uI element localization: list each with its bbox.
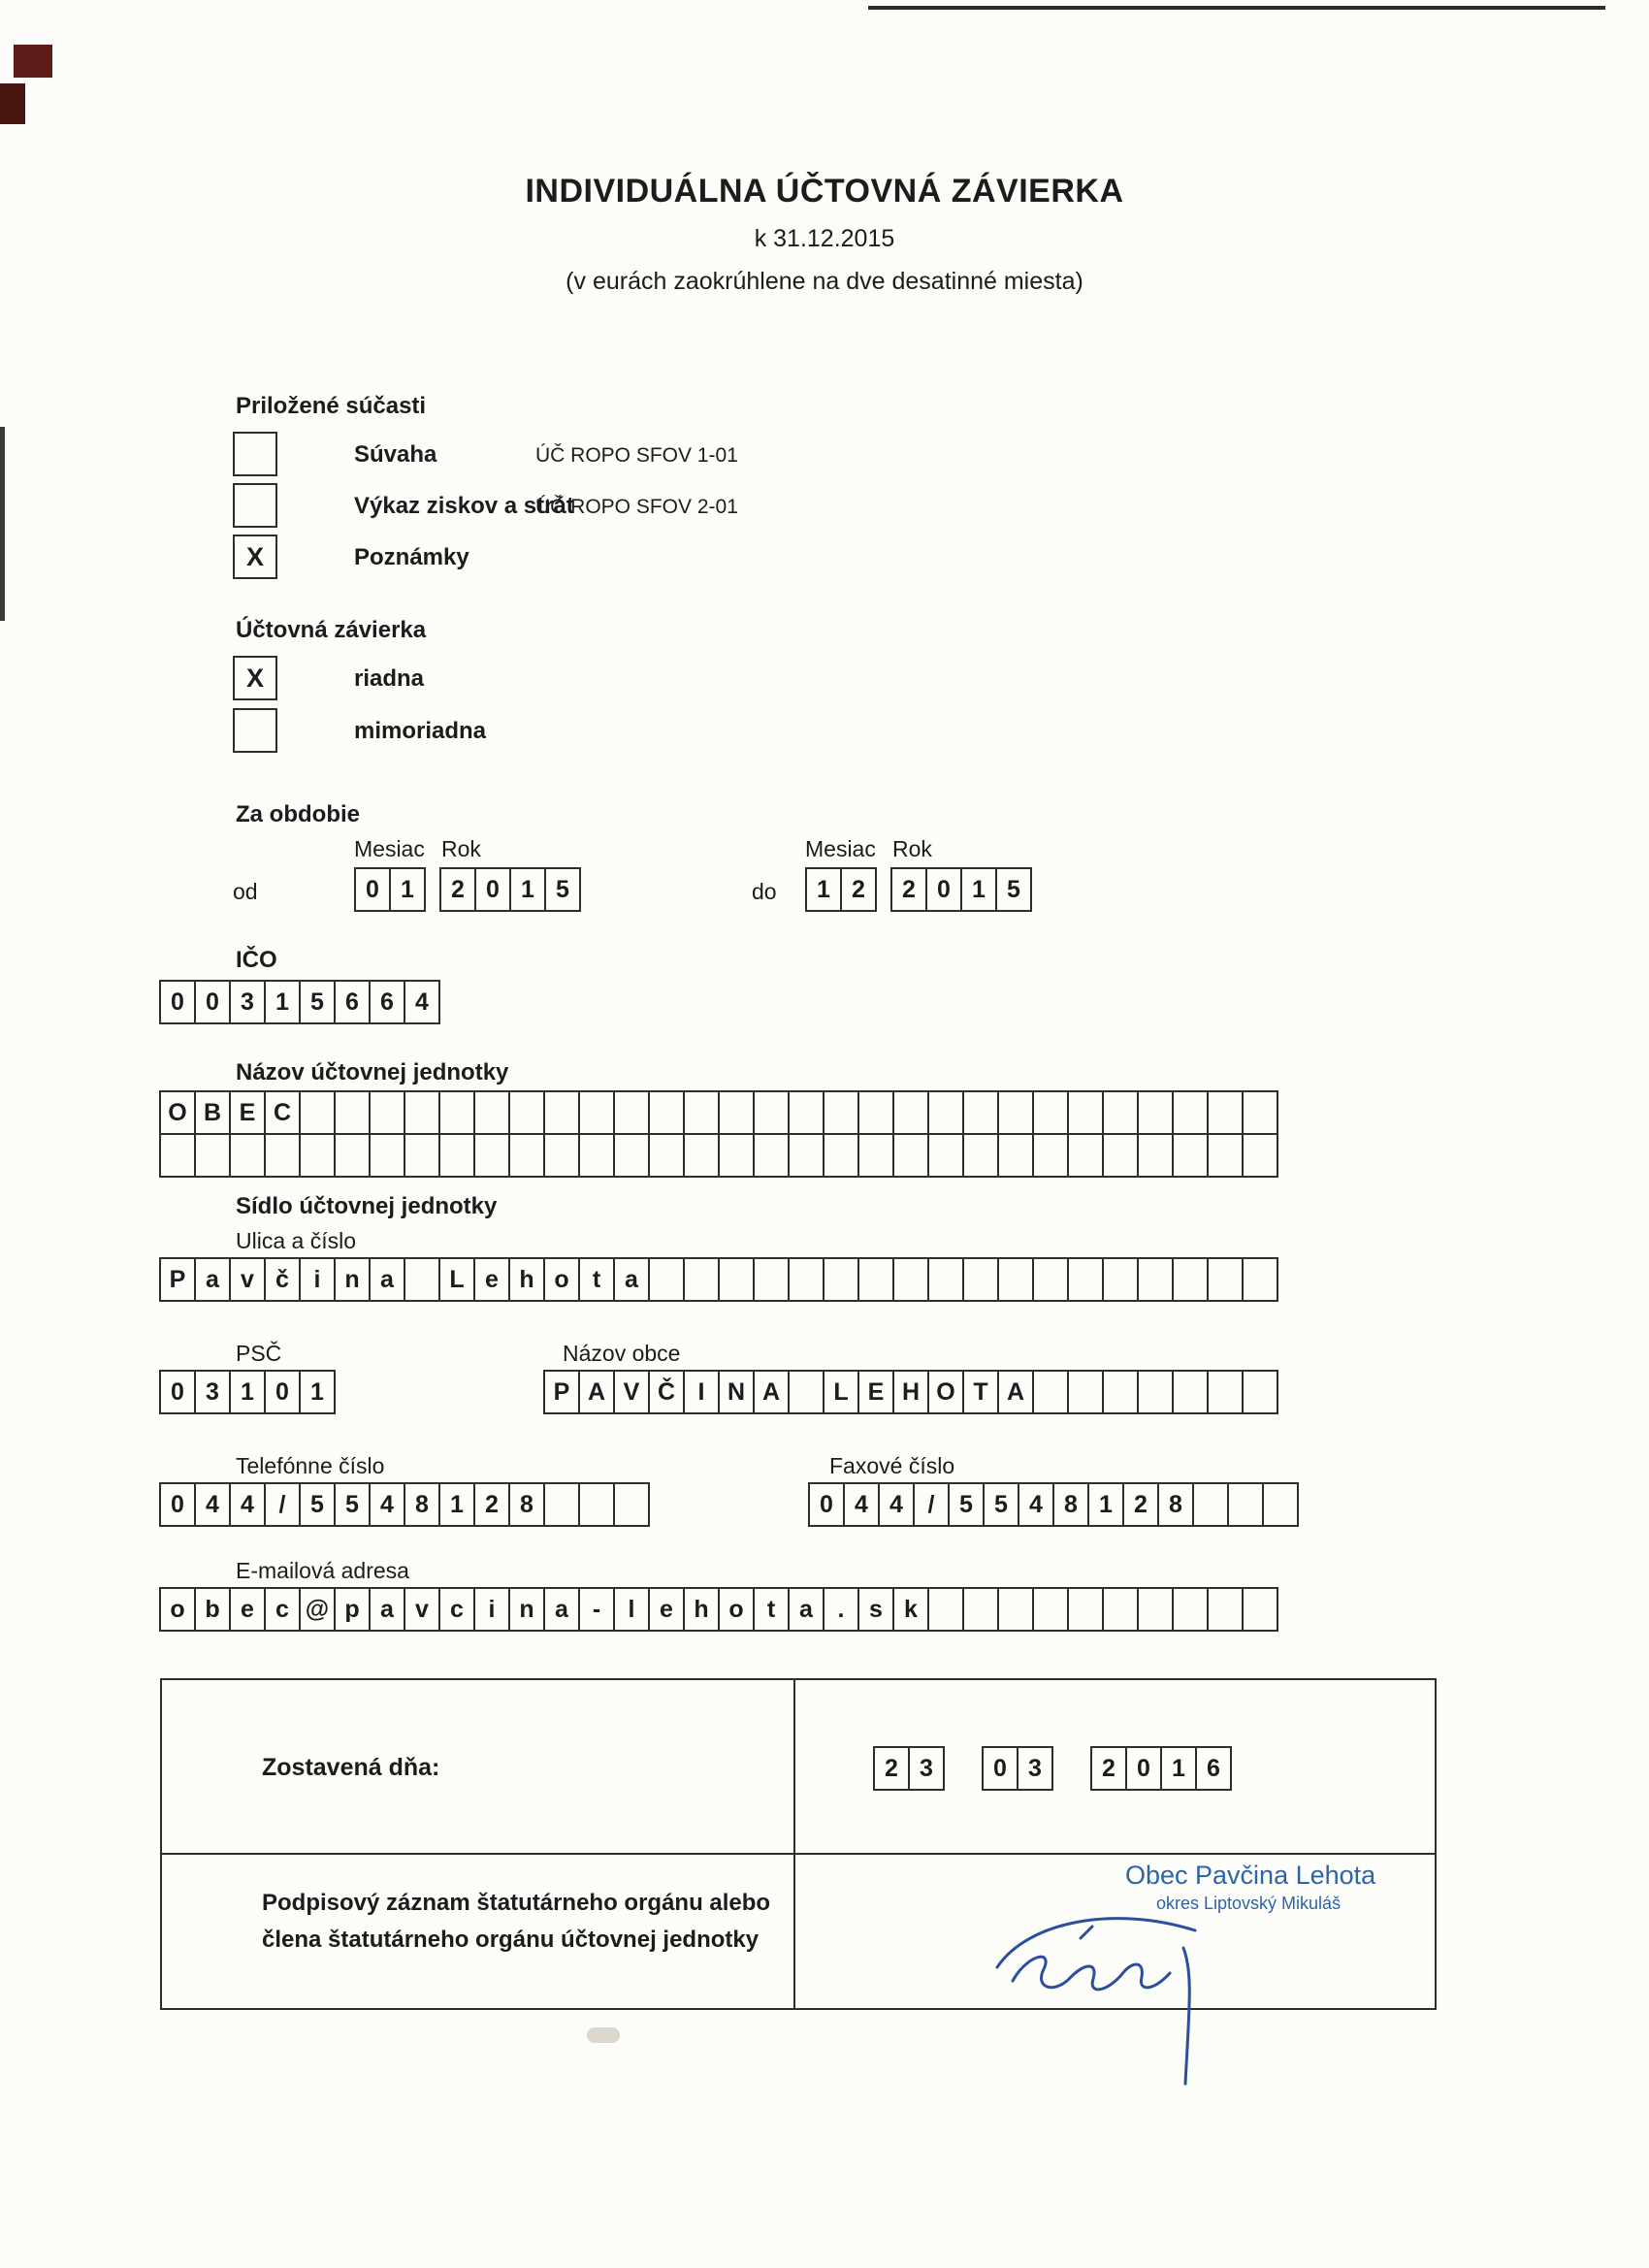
char-cell [194, 1133, 231, 1178]
char-cell [962, 1090, 999, 1135]
char-cell [1172, 1370, 1209, 1414]
phone-grid [159, 1482, 650, 1527]
char-cell [1102, 1587, 1139, 1632]
char-cell: 3 [1017, 1746, 1053, 1791]
char-cell [1172, 1090, 1209, 1135]
char-cell [438, 1133, 475, 1178]
signature-table-vertical-divider [793, 1678, 795, 2010]
char-cell [1207, 1587, 1244, 1632]
entity-name-grid-row1 [159, 1090, 1278, 1135]
char-cell: 0 [982, 1746, 1018, 1791]
char-cell: L [823, 1370, 859, 1414]
char-cell: o [718, 1587, 755, 1632]
char-cell [543, 1090, 580, 1135]
char-cell [1242, 1133, 1278, 1178]
char-cell: 5 [544, 867, 581, 912]
char-cell [788, 1090, 824, 1135]
char-cell [264, 1133, 301, 1178]
char-cell: 5 [334, 1482, 371, 1527]
char-cell [1207, 1090, 1244, 1135]
char-cell [229, 1133, 266, 1178]
char-cell [1242, 1370, 1278, 1414]
char-cell: P [159, 1257, 196, 1302]
char-cell: P [543, 1370, 580, 1414]
char-cell: 8 [404, 1482, 440, 1527]
char-cell [1032, 1370, 1069, 1414]
char-cell: t [578, 1257, 615, 1302]
char-cell: a [194, 1257, 231, 1302]
vykaz-code: ÚČ ROPO SFOV 2-01 [535, 496, 738, 518]
char-cell: i [299, 1257, 336, 1302]
char-cell: 0 [159, 980, 196, 1024]
char-cell: 8 [1157, 1482, 1194, 1527]
vykaz-checkbox [233, 483, 277, 528]
char-cell [997, 1133, 1034, 1178]
char-cell: E [229, 1090, 266, 1135]
char-cell: k [892, 1587, 929, 1632]
char-cell: b [194, 1587, 231, 1632]
poznamky-label: Poznámky [354, 544, 469, 570]
char-cell: V [613, 1370, 650, 1414]
char-cell [683, 1090, 720, 1135]
char-cell: p [334, 1587, 371, 1632]
char-cell [1032, 1587, 1069, 1632]
char-cell [823, 1133, 859, 1178]
entity-name-label: Názov účtovnej jednotky [236, 1059, 509, 1085]
fax-label: Faxové číslo [829, 1453, 955, 1478]
char-cell [299, 1090, 336, 1135]
char-cell [1102, 1257, 1139, 1302]
period-from-year-grid [439, 867, 581, 912]
char-cell [299, 1133, 336, 1178]
char-cell [1137, 1090, 1174, 1135]
char-cell: v [229, 1257, 266, 1302]
char-cell: 2 [473, 1482, 510, 1527]
char-cell: 2 [890, 867, 927, 912]
char-cell: L [438, 1257, 475, 1302]
char-cell: 0 [808, 1482, 845, 1527]
signature-stroke [997, 1919, 1195, 2084]
compiled-date-year-grid [1090, 1746, 1232, 1791]
char-cell: o [543, 1257, 580, 1302]
email-label: E-mailová adresa [236, 1558, 409, 1583]
char-cell [473, 1090, 510, 1135]
char-cell: 1 [438, 1482, 475, 1527]
zip-label: PSČ [236, 1341, 282, 1366]
char-cell [1067, 1133, 1104, 1178]
char-cell [1102, 1090, 1139, 1135]
char-cell: 2 [439, 867, 476, 912]
address-heading: Sídlo účtovnej jednotky [236, 1193, 498, 1219]
char-cell [927, 1257, 964, 1302]
char-cell: a [543, 1587, 580, 1632]
char-cell: 0 [354, 867, 391, 912]
handwritten-signature [980, 1892, 1300, 2090]
char-cell [997, 1587, 1034, 1632]
char-cell: v [404, 1587, 440, 1632]
char-cell [997, 1090, 1034, 1135]
period-heading: Za obdobie [236, 801, 360, 827]
char-cell: h [508, 1257, 545, 1302]
period-to-year-grid [890, 867, 1032, 912]
char-cell [753, 1133, 790, 1178]
char-cell: 5 [299, 1482, 336, 1527]
char-cell [578, 1482, 615, 1527]
riadna-checkbox: X [233, 656, 277, 700]
char-cell [1137, 1133, 1174, 1178]
char-cell [438, 1090, 475, 1135]
from-year-label: Rok [441, 836, 481, 861]
char-cell: l [613, 1587, 650, 1632]
char-cell: 2 [840, 867, 877, 912]
char-cell: A [578, 1370, 615, 1414]
char-cell [508, 1133, 545, 1178]
from-month-label: Mesiac [354, 836, 425, 861]
form-note-line: (v eurách zaokrúhlene na dve desatinné miesta) [566, 268, 1083, 295]
char-cell [1137, 1587, 1174, 1632]
char-cell: 5 [995, 867, 1032, 912]
char-cell: 1 [389, 867, 426, 912]
char-cell [1172, 1587, 1209, 1632]
char-cell: 8 [1052, 1482, 1089, 1527]
riadna-label: riadna [354, 665, 425, 692]
char-cell [1067, 1090, 1104, 1135]
char-cell [1102, 1370, 1139, 1414]
city-label: Názov obce [563, 1341, 681, 1366]
char-cell: I [683, 1370, 720, 1414]
char-cell [1262, 1482, 1299, 1527]
char-cell: 4 [1018, 1482, 1054, 1527]
char-cell: 3 [908, 1746, 945, 1791]
char-cell: 1 [299, 1370, 336, 1414]
char-cell [1067, 1370, 1104, 1414]
char-cell [1242, 1587, 1278, 1632]
scan-artifact-blob [14, 45, 52, 78]
char-cell: A [753, 1370, 790, 1414]
char-cell: 5 [299, 980, 336, 1024]
char-cell: 0 [925, 867, 962, 912]
char-cell: 2 [873, 1746, 910, 1791]
char-cell: T [962, 1370, 999, 1414]
period-from-label: od [233, 879, 258, 904]
char-cell: 1 [229, 1370, 266, 1414]
char-cell: 8 [508, 1482, 545, 1527]
char-cell [1242, 1090, 1278, 1135]
stamp-district-name: okres Liptovský Mikuláš [1156, 1894, 1342, 1913]
char-cell: N [718, 1370, 755, 1414]
char-cell [857, 1133, 894, 1178]
char-cell: 0 [194, 980, 231, 1024]
char-cell: E [857, 1370, 894, 1414]
char-cell: t [753, 1587, 790, 1632]
signature-label-line2: člena štatutárneho orgánu účtovnej jednotky [262, 1927, 760, 1953]
char-cell [543, 1133, 580, 1178]
char-cell: Č [648, 1370, 685, 1414]
char-cell: 1 [1087, 1482, 1124, 1527]
char-cell: h [683, 1587, 720, 1632]
period-from-month-grid [354, 867, 426, 912]
char-cell: a [788, 1587, 824, 1632]
compiled-date-day-grid [873, 1746, 945, 1791]
char-cell [927, 1133, 964, 1178]
char-cell: 0 [474, 867, 511, 912]
char-cell: 5 [948, 1482, 985, 1527]
char-cell: a [613, 1257, 650, 1302]
mimoriadna-checkbox [233, 708, 277, 753]
char-cell [1032, 1257, 1069, 1302]
char-cell: 1 [509, 867, 546, 912]
char-cell [334, 1133, 371, 1178]
char-cell [1172, 1257, 1209, 1302]
char-cell [508, 1090, 545, 1135]
char-cell: 6 [334, 980, 371, 1024]
form-title: INDIVIDUÁLNA ÚČTOVNÁ ZÁVIERKA [525, 173, 1124, 210]
char-cell [683, 1133, 720, 1178]
poznamky-checkbox: X [233, 535, 277, 579]
char-cell: a [369, 1257, 405, 1302]
char-cell: B [194, 1090, 231, 1135]
suvaha-label: Súvaha [354, 441, 437, 468]
to-year-label: Rok [892, 836, 932, 861]
char-cell [1067, 1587, 1104, 1632]
char-cell [892, 1257, 929, 1302]
attachments-heading: Priložené súčasti [236, 393, 427, 419]
char-cell: 2 [1090, 1746, 1127, 1791]
ico-grid [159, 980, 440, 1024]
signature-label-line1: Podpisový záznam štatutárneho orgánu alebo [262, 1890, 771, 1916]
char-cell: 1 [960, 867, 997, 912]
scan-artifact-edge-mark [0, 427, 5, 621]
char-cell: 0 [159, 1482, 196, 1527]
char-cell [1227, 1482, 1264, 1527]
char-cell [613, 1482, 650, 1527]
char-cell [334, 1090, 371, 1135]
zip-grid [159, 1370, 336, 1414]
suvaha-checkbox [233, 432, 277, 476]
char-cell: n [334, 1257, 371, 1302]
char-cell [1102, 1133, 1139, 1178]
char-cell [997, 1257, 1034, 1302]
closing-type-heading: Účtovná závierka [236, 617, 427, 643]
to-month-label: Mesiac [805, 836, 876, 861]
char-cell [159, 1133, 196, 1178]
char-cell: 0 [1125, 1746, 1162, 1791]
char-cell: 2 [1122, 1482, 1159, 1527]
char-cell [718, 1090, 755, 1135]
char-cell [718, 1257, 755, 1302]
period-to-month-grid [805, 867, 877, 912]
char-cell: C [264, 1090, 301, 1135]
char-cell: e [229, 1587, 266, 1632]
compiled-date-month-grid [982, 1746, 1053, 1791]
email-grid [159, 1587, 1278, 1632]
char-cell: 4 [878, 1482, 915, 1527]
char-cell [578, 1090, 615, 1135]
char-cell [369, 1090, 405, 1135]
suvaha-code: ÚČ ROPO SFOV 1-01 [535, 444, 738, 467]
char-cell: 4 [843, 1482, 880, 1527]
char-cell: c [438, 1587, 475, 1632]
char-cell [788, 1257, 824, 1302]
entity-name-grid-row2 [159, 1133, 1278, 1178]
char-cell: 6 [369, 980, 405, 1024]
char-cell [1242, 1257, 1278, 1302]
street-grid [159, 1257, 1278, 1302]
char-cell [927, 1090, 964, 1135]
signature-table-horizontal-divider [160, 1853, 1437, 1855]
char-cell [788, 1133, 824, 1178]
char-cell [962, 1587, 999, 1632]
char-cell: 1 [1160, 1746, 1197, 1791]
char-cell [1207, 1257, 1244, 1302]
char-cell: e [473, 1257, 510, 1302]
char-cell: O [159, 1090, 196, 1135]
period-to-label: do [752, 879, 777, 904]
char-cell [718, 1133, 755, 1178]
char-cell [648, 1090, 685, 1135]
compiled-date-label: Zostavená dňa: [262, 1754, 440, 1781]
char-cell [788, 1370, 824, 1414]
char-cell [1032, 1133, 1069, 1178]
char-cell [613, 1090, 650, 1135]
char-cell: c [264, 1587, 301, 1632]
char-cell: @ [299, 1587, 336, 1632]
char-cell: 4 [404, 980, 440, 1024]
char-cell [404, 1257, 440, 1302]
char-cell [1032, 1090, 1069, 1135]
char-cell [892, 1133, 929, 1178]
char-cell: / [264, 1482, 301, 1527]
scan-artifact-smudge [587, 2027, 620, 2043]
char-cell [857, 1090, 894, 1135]
char-cell: s [857, 1587, 894, 1632]
char-cell [404, 1133, 440, 1178]
char-cell: 6 [1195, 1746, 1232, 1791]
char-cell: 3 [194, 1370, 231, 1414]
char-cell [962, 1133, 999, 1178]
char-cell [1207, 1370, 1244, 1414]
char-cell [823, 1257, 859, 1302]
char-cell: 5 [983, 1482, 1019, 1527]
char-cell [823, 1090, 859, 1135]
char-cell [927, 1587, 964, 1632]
phone-label: Telefónne číslo [236, 1453, 385, 1478]
char-cell [648, 1133, 685, 1178]
char-cell [1137, 1370, 1174, 1414]
city-grid [543, 1370, 1278, 1414]
char-cell: A [997, 1370, 1034, 1414]
char-cell [1207, 1133, 1244, 1178]
char-cell [683, 1257, 720, 1302]
char-cell: 4 [229, 1482, 266, 1527]
char-cell [892, 1090, 929, 1135]
char-cell: n [508, 1587, 545, 1632]
char-cell [962, 1257, 999, 1302]
scan-artifact-top-line [868, 6, 1605, 10]
char-cell: / [913, 1482, 950, 1527]
char-cell [1067, 1257, 1104, 1302]
mimoriadna-label: mimoriadna [354, 718, 487, 744]
char-cell: 0 [264, 1370, 301, 1414]
char-cell: H [892, 1370, 929, 1414]
char-cell: č [264, 1257, 301, 1302]
char-cell [369, 1133, 405, 1178]
char-cell [857, 1257, 894, 1302]
scan-artifact-blob [0, 83, 25, 124]
char-cell: O [927, 1370, 964, 1414]
char-cell [753, 1257, 790, 1302]
char-cell [1137, 1257, 1174, 1302]
char-cell: o [159, 1587, 196, 1632]
char-cell: 4 [194, 1482, 231, 1527]
char-cell: i [473, 1587, 510, 1632]
stamp-municipality-name: Obec Pavčina Lehota [1125, 1861, 1376, 1890]
char-cell: - [578, 1587, 615, 1632]
char-cell [1172, 1133, 1209, 1178]
char-cell [753, 1090, 790, 1135]
fax-grid [808, 1482, 1299, 1527]
char-cell [648, 1257, 685, 1302]
char-cell: e [648, 1587, 685, 1632]
char-cell: 3 [229, 980, 266, 1024]
char-cell: 0 [159, 1370, 196, 1414]
char-cell: 4 [369, 1482, 405, 1527]
char-cell [578, 1133, 615, 1178]
char-cell [404, 1090, 440, 1135]
ico-label: IČO [236, 947, 277, 973]
vykaz-label: Výkaz ziskov a strát [354, 493, 574, 519]
char-cell: 1 [805, 867, 842, 912]
char-cell [473, 1133, 510, 1178]
char-cell: a [369, 1587, 405, 1632]
char-cell: 1 [264, 980, 301, 1024]
street-label: Ulica a číslo [236, 1228, 356, 1253]
char-cell: . [823, 1587, 859, 1632]
char-cell [1192, 1482, 1229, 1527]
char-cell [613, 1133, 650, 1178]
form-date-line: k 31.12.2015 [754, 225, 895, 252]
char-cell [543, 1482, 580, 1527]
